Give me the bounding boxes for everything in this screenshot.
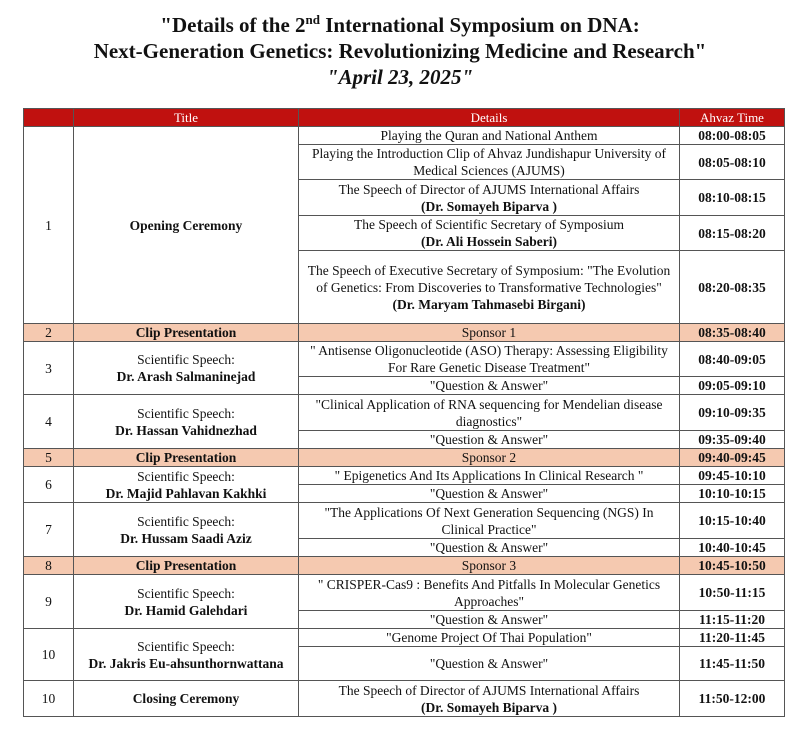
row-time: 09:45-10:10	[680, 467, 785, 485]
event-date: "April 23, 2025"	[326, 65, 474, 89]
speech-label: Scientific Speech:	[137, 638, 235, 654]
row-details: "The Applications Of Next Generation Sequencing (NGS) In Clinical Practice"	[299, 503, 680, 539]
speaker-name: Dr. Jakris Eu-ahsunthornwattana	[88, 655, 284, 671]
speaker-name: Dr. Hamid Galehdari	[124, 602, 248, 618]
table-row	[24, 449, 785, 467]
header-title: Title	[74, 109, 299, 127]
details-text: The Speech of Director of AJUMS International Affairs	[338, 181, 640, 197]
row-details: "Question & Answer"	[299, 539, 680, 557]
row-number: 1	[24, 127, 74, 324]
table-header-row	[24, 109, 785, 127]
row-number: 7	[24, 503, 74, 557]
row-number: 5	[24, 449, 74, 467]
speech-label: Scientific Speech:	[137, 352, 235, 367]
row-time: 10:10-10:15	[680, 485, 785, 503]
row-details	[299, 180, 680, 216]
row-title	[74, 395, 299, 449]
row-time: 11:15-11:20	[680, 611, 785, 629]
speaker-name: (Dr. Maryam Tahmasebi Birgani)	[392, 296, 586, 312]
table-row	[24, 127, 785, 145]
header-time: Ahvaz Time	[680, 109, 785, 127]
speech-label: Scientific Speech:	[137, 468, 235, 484]
row-title	[74, 575, 299, 629]
row-title	[74, 342, 299, 395]
row-details: "Genome Project Of Thai Population"	[299, 629, 680, 647]
row-details	[299, 681, 680, 717]
row-details: Sponsor 3	[299, 557, 680, 575]
row-time: 10:15-10:40	[680, 503, 785, 539]
row-title: Opening Ceremony	[74, 127, 299, 324]
row-time: 08:40-09:05	[680, 342, 785, 377]
row-details: "Question & Answer"	[299, 611, 680, 629]
row-number: 3	[24, 342, 74, 395]
row-time: 10:50-11:15	[680, 575, 785, 611]
row-details: "Question & Answer"	[299, 377, 680, 395]
row-details: Playing the Introduction Clip of Ahvaz Jundishapur University of Medical Sciences (AJUMS)	[299, 145, 680, 180]
row-time: 11:45-11:50	[680, 647, 785, 681]
row-details: "Question & Answer"	[299, 647, 680, 681]
row-title: Clip Presentation	[74, 557, 299, 575]
table-row	[24, 395, 785, 431]
row-details: "Question & Answer"	[299, 431, 680, 449]
row-number: 4	[24, 395, 74, 449]
row-details: Playing the Quran and National Anthem	[299, 127, 680, 145]
row-time: 09:10-09:35	[680, 395, 785, 431]
details-text: The Speech of Director of AJUMS International Affairs	[338, 682, 640, 698]
row-time: 09:40-09:45	[680, 449, 785, 467]
speech-label: Scientific Speech:	[137, 585, 235, 601]
title-line-1: "Details of the 2nd International Symposium on DNA:	[160, 12, 640, 37]
row-details: "Clinical Application of RNA sequencing for Mendelian disease diagnostics"	[299, 395, 680, 431]
row-time: 09:05-09:10	[680, 377, 785, 395]
speaker-name: Dr. Hassan Vahidnezhad	[115, 422, 257, 438]
speaker-name: Dr. Hussam Saadi Aziz	[120, 530, 252, 546]
row-details: " CRISPER-Cas9 : Benefits And Pitfalls In Molecular Genetics Approaches"	[299, 575, 680, 611]
speaker-name: Dr. Majid Pahlavan Kakhki	[105, 485, 267, 501]
row-time: 08:05-08:10	[680, 145, 785, 180]
table-row	[24, 342, 785, 377]
row-time: 08:00-08:05	[680, 127, 785, 145]
row-number: 10	[24, 681, 74, 717]
row-details	[299, 216, 680, 251]
speaker-name: Dr. Arash Salmaninejad	[116, 369, 256, 384]
row-time: 08:35-08:40	[680, 324, 785, 342]
row-details: " Antisense Oligonucleotide (ASO) Therapy: Assessing Eligibility For Rare Genetic Disease Treatment"	[299, 342, 680, 377]
page-header	[0, 0, 800, 91]
row-time: 10:40-10:45	[680, 539, 785, 557]
row-time: 09:35-09:40	[680, 431, 785, 449]
details-text: The Speech of Executive Secretary of Symposium: "The Evolution of Genetics: From Discoveries to Transformative Technologies"	[307, 262, 671, 295]
row-title	[74, 467, 299, 503]
table-row	[24, 575, 785, 611]
header-details: Details	[299, 109, 680, 127]
row-number: 8	[24, 557, 74, 575]
row-time: 11:20-11:45	[680, 629, 785, 647]
title-line-2: Next-Generation Genetics: Revolutionizing Medicine and Research"	[93, 39, 707, 63]
row-time: 08:15-08:20	[680, 216, 785, 251]
row-number: 2	[24, 324, 74, 342]
row-title: Clip Presentation	[74, 449, 299, 467]
speech-label: Scientific Speech:	[137, 513, 235, 529]
row-details: Sponsor 1	[299, 324, 680, 342]
row-time: 11:50-12:00	[680, 681, 785, 717]
row-time: 10:45-10:50	[680, 557, 785, 575]
table-row	[24, 467, 785, 485]
row-number: 9	[24, 575, 74, 629]
table-row	[24, 557, 785, 575]
row-number: 10	[24, 629, 74, 681]
row-title	[74, 503, 299, 557]
speaker-name: (Dr. Ali Hossein Saberi)	[420, 234, 557, 249]
table-row	[24, 629, 785, 647]
row-details: "Question & Answer"	[299, 485, 680, 503]
row-time: 08:10-08:15	[680, 180, 785, 216]
table-row	[24, 681, 785, 717]
row-details	[299, 251, 680, 324]
row-title: Clip Presentation	[74, 324, 299, 342]
row-title: Closing Ceremony	[74, 681, 299, 717]
speech-label: Scientific Speech:	[137, 405, 235, 421]
row-details: Sponsor 2	[299, 449, 680, 467]
row-time: 08:20-08:35	[680, 251, 785, 324]
row-number: 6	[24, 467, 74, 503]
table-row	[24, 503, 785, 539]
row-title	[74, 629, 299, 681]
speaker-name: (Dr. Somayeh Biparva )	[420, 699, 557, 715]
details-text: The Speech of Scientific Secretary of Symposium	[354, 217, 624, 232]
table-row	[24, 324, 785, 342]
schedule-table	[23, 108, 785, 717]
row-details: " Epigenetics And Its Applications In Clinical Research "	[299, 467, 680, 485]
speaker-name: (Dr. Somayeh Biparva )	[420, 198, 557, 214]
header-no	[24, 109, 74, 127]
